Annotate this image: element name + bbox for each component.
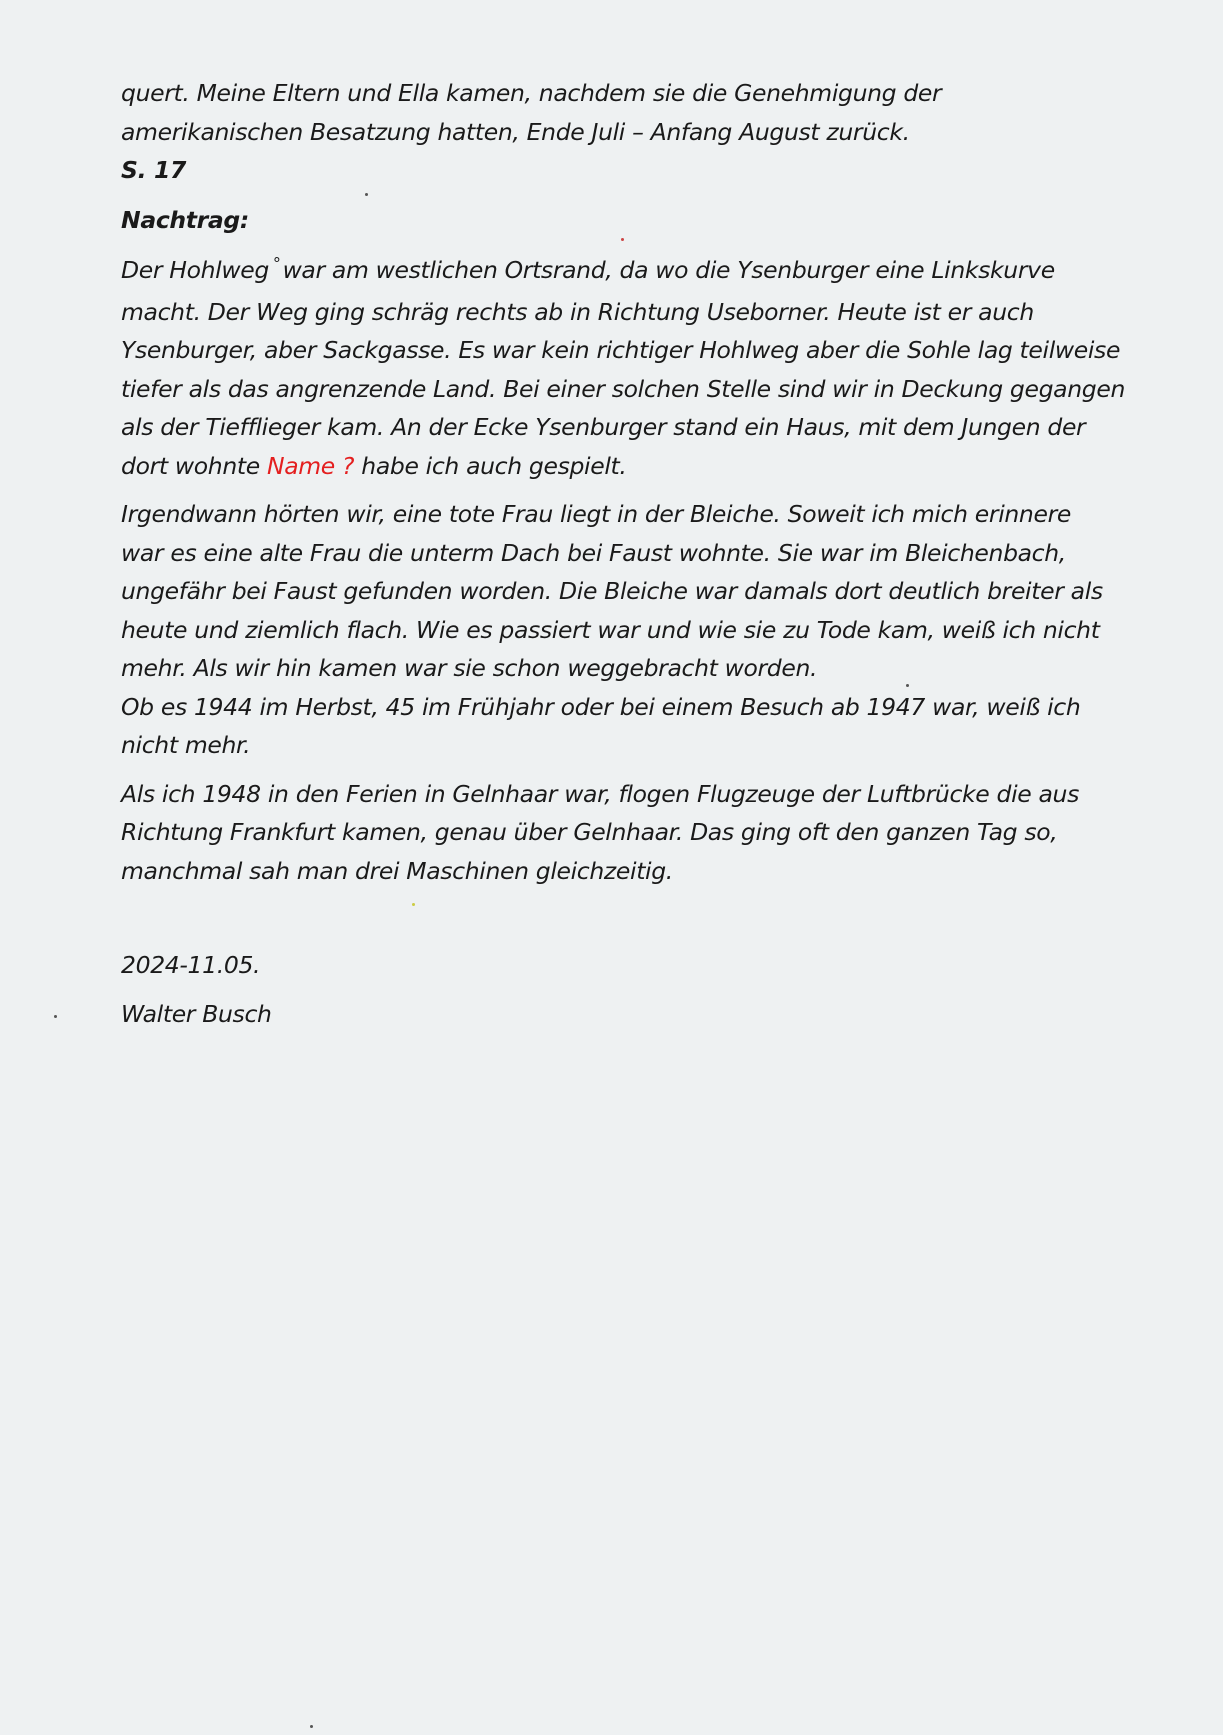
text-span: Der Hohlweg (121, 256, 269, 284)
author-name: Walter Busch (121, 999, 272, 1028)
scan-speck (412, 903, 415, 906)
text-line: quert. Meine Eltern und Ella kamen, nachdem sie die Genehmigung der (121, 79, 942, 107)
page-reference: S. 17 (121, 156, 186, 184)
text-line: Richtung Frankfurt kamen, genau über Gelnhaar. Das ging oft den ganzen Tag so, (121, 818, 1058, 846)
paragraph-luftbruecke (121, 775, 1151, 891)
paragraph-hohlweg (121, 251, 1151, 485)
text-line: Irgendwann hörten wir, eine tote Frau liegt in der Bleiche. Soweit ich mich erinnere (121, 500, 1071, 528)
text-line: Als ich 1948 in den Ferien in Gelnhaar war, flogen Flugzeuge der Luftbrücke die aus (121, 779, 1079, 808)
scan-speck (365, 193, 368, 196)
text-line: amerikanischen Besatzung hatten, Ende Juli – Anfang August zurück. (121, 117, 910, 146)
scan-speck (310, 1725, 313, 1728)
text-span: habe ich auch gespielt. (354, 451, 627, 480)
text-line: Ob es 1944 im Herbst, 45 im Frühjahr oder bei einem Besuch ab 1947 war, weiß ich (121, 692, 1081, 721)
section-heading: Nachtrag: (121, 205, 249, 234)
scan-speck (54, 1015, 57, 1018)
text-span: war am westlichen Ortsrand, da wo die Ysenburger eine Linkskurve (282, 256, 1055, 284)
text-line (121, 251, 1151, 293)
text-line: mehr. Als wir hin kamen war sie schon weggebracht worden. (121, 654, 818, 682)
text-line: nicht mehr. (121, 731, 251, 759)
text-line (121, 447, 1151, 486)
scan-speck (621, 238, 624, 241)
text-line: als der Tiefflieger kam. An der Ecke Ysenburger stand ein Haus, mit dem Jungen der (121, 413, 1086, 441)
document-body (121, 74, 1151, 1033)
scan-speck (906, 684, 909, 687)
document-date: 2024-11.05. (121, 951, 261, 979)
text-line: tiefer als das angrenzende Land. Bei einer solchen Stelle sind wir in Deckung gegangen (121, 374, 1125, 403)
text-line: war es eine alte Frau die unterm Dach bei Faust wohnte. Sie war im Bleichenbach, (121, 538, 1066, 567)
name-placeholder: Name ? (266, 451, 355, 480)
text-line: Ysenburger, aber Sackgasse. Es war kein richtiger Hohlweg aber die Sohle lag teilweise (121, 336, 1121, 364)
text-line: ungefähr bei Faust gefunden worden. Die Bleiche war damals dort deutlich breiter als (121, 577, 1103, 605)
degree-mark: ° (272, 254, 281, 273)
paragraph-bleiche (121, 495, 1151, 765)
text-line: macht. Der Weg ging schräg rechts ab in Richtung Useborner. Heute ist er auch (121, 297, 1034, 326)
text-line: manchmal sah man drei Maschinen gleichzeitig. (121, 856, 673, 885)
text-span: dort wohnte (121, 451, 267, 480)
text-line: heute und ziemlich flach. Wie es passiert war und wie sie zu Tode kam, weiß ich nicht (121, 615, 1100, 644)
